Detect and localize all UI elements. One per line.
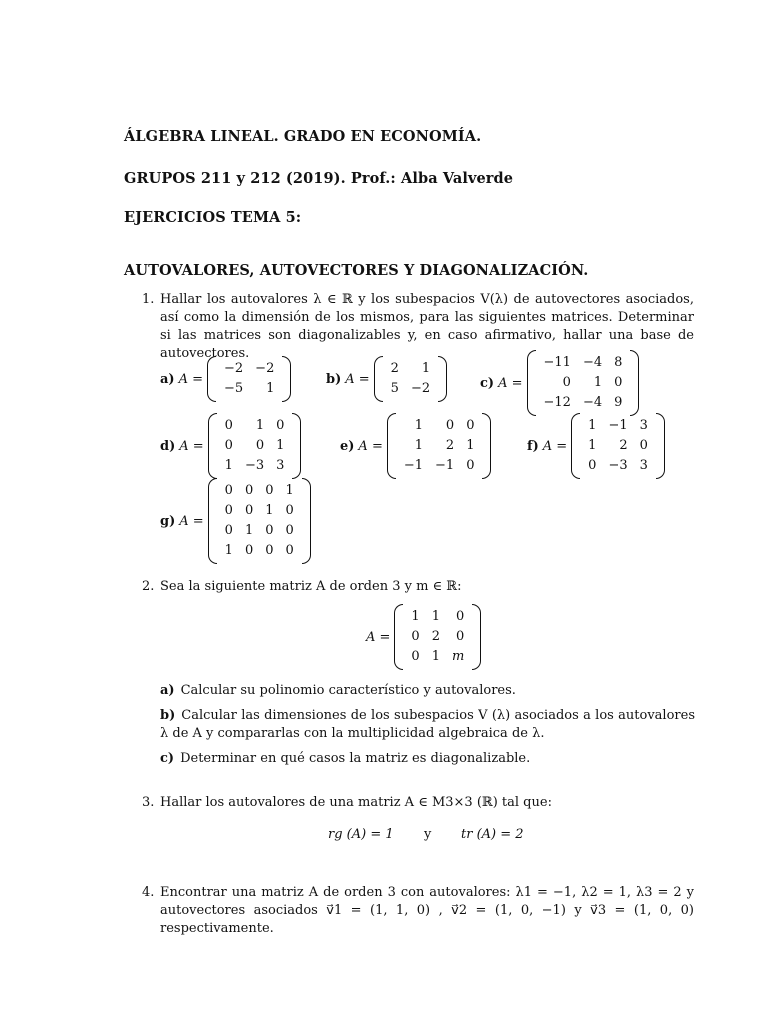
- exercise-1-text: Hallar los autovalores λ ∈ ℝ y los subespacios V(λ) de autovectores asociados, así como la dimensión de los mismos, para las siguientes matrices. Determinar si las matrices son diagonalizables y, en caso afirmativo, hallar una base de autovectores.: [160, 292, 694, 361]
- matrix-entry: 0: [588, 458, 597, 473]
- left-paren: [207, 356, 216, 402]
- matrix-entry: 1: [224, 543, 233, 558]
- matrix-entry: 1: [593, 375, 603, 390]
- matrix-entry: −3: [608, 458, 628, 473]
- matrix-entry: 0: [244, 503, 254, 518]
- left-paren: [527, 350, 536, 416]
- matrix-entry: −4: [582, 395, 603, 410]
- matrix-entry: 2: [619, 438, 628, 453]
- item-label: a): [160, 683, 175, 698]
- right-paren: [472, 604, 481, 670]
- matrix-entry: 0: [285, 523, 294, 538]
- matrix: [374, 356, 447, 402]
- exercise-4-text: Encontrar una matriz A de orden 3 con autovalores: λ1 = −1, λ2 = 1, λ3 = 2 y autovectores asociados v⃗1 = (1, 1, 0) , v⃗2 = (1, 0, −1) y v⃗3 = (1, 0, 0) respectivamente.: [160, 885, 694, 936]
- item-text: Determinar en qué casos la matriz es diagonalizable.: [180, 751, 531, 766]
- matrix-entry: 3: [639, 458, 648, 473]
- matrix-label: f): [527, 438, 539, 454]
- matrix-entry: 2: [390, 361, 399, 376]
- matrix-equals: A =: [542, 438, 568, 454]
- exercise-2-matrix: [366, 604, 481, 670]
- matrix-entry: 5: [390, 381, 399, 396]
- matrix-equals: A =: [498, 375, 523, 391]
- matrix-entry: 1: [266, 381, 275, 396]
- matrix-item-c: [480, 350, 639, 416]
- matrix-equals: A =: [179, 513, 204, 529]
- item-text: Calcular su polinomio característico y autovalores.: [180, 683, 516, 698]
- exercise-2-item-c: [160, 750, 695, 768]
- matrix-entry: 1: [431, 649, 440, 664]
- matrix-entry: 1: [255, 418, 265, 433]
- matrix-entry: −4: [582, 355, 603, 370]
- matrix-item-b: [326, 356, 447, 402]
- matrix-entry: 0: [244, 483, 254, 498]
- matrix-entry: 1: [588, 438, 597, 453]
- right-paren: [656, 413, 665, 479]
- matrix-equals: A =: [366, 629, 391, 645]
- matrix-entry: −1: [403, 458, 424, 473]
- matrix-entry: 0: [265, 523, 274, 538]
- matrix-entry: 1: [224, 458, 233, 473]
- matrix-entry: 0: [224, 438, 233, 453]
- matrix-equals: A =: [179, 438, 204, 454]
- matrix-entry: 0: [265, 483, 274, 498]
- exercise-2-number: 2.: [142, 579, 155, 594]
- exercise-3-text: Hallar los autovalores de una matriz A ∈ M3×3 (ℝ) tal que:: [160, 795, 552, 810]
- right-paren: [482, 413, 491, 479]
- matrix-equals: A =: [178, 371, 203, 387]
- matrix-entry: −1: [608, 418, 628, 433]
- matrix-entry: −11: [543, 355, 571, 370]
- right-paren: [438, 356, 447, 402]
- matrix-entry: 1: [466, 438, 475, 453]
- matrix-entry: −3: [244, 458, 265, 473]
- matrix: [207, 356, 291, 402]
- matrix-entry: 1: [244, 523, 254, 538]
- left-paren: [571, 413, 580, 479]
- matrix-entry: 3: [639, 418, 648, 433]
- matrix: [208, 478, 311, 564]
- matrix-entry: 0: [411, 649, 420, 664]
- right-paren: [292, 413, 301, 479]
- left-paren: [208, 478, 217, 564]
- matrix-entry: 1: [285, 483, 294, 498]
- left-paren: [374, 356, 383, 402]
- condition-rank: rg (A) = 1: [328, 827, 394, 842]
- matrix-label: g): [160, 513, 176, 529]
- exercise-3-number: 3.: [142, 795, 155, 810]
- matrix-item-a: [160, 356, 291, 402]
- matrix-entry: 0: [224, 503, 233, 518]
- right-paren: [282, 356, 291, 402]
- matrix-equals: A =: [345, 371, 370, 387]
- right-paren: [630, 350, 639, 416]
- matrix-entry: 1: [265, 503, 274, 518]
- exercise-1-number: 1.: [142, 292, 155, 307]
- matrix-equals: A =: [358, 438, 383, 454]
- matrix-entry: 0: [562, 375, 571, 390]
- matrix-label: c): [480, 375, 495, 391]
- matrix-entry: −12: [543, 395, 571, 410]
- matrix-entry: m: [451, 649, 465, 664]
- matrix-entry: 0: [411, 629, 420, 644]
- condition-trace: tr (A) = 2: [461, 827, 524, 842]
- matrix: [571, 413, 665, 479]
- matrix-entry: 1: [588, 418, 597, 433]
- matrix-entry: 0: [639, 438, 648, 453]
- exercise-2-item-a: [160, 682, 695, 700]
- matrix-entry: 0: [224, 523, 233, 538]
- matrix-entry: 0: [456, 609, 465, 624]
- matrix-entry: 1: [431, 609, 440, 624]
- matrix: [387, 413, 492, 479]
- matrix-entry: 8: [614, 355, 623, 370]
- topic-title: AUTOVALORES, AUTOVECTORES Y DIAGONALIZACIÓN.: [124, 262, 589, 279]
- matrix-entry: −2: [224, 361, 244, 376]
- matrix-entry: 0: [224, 483, 233, 498]
- matrix-entry: 1: [421, 361, 431, 376]
- matrix-item-e: [340, 413, 491, 479]
- matrix-entry: 0: [466, 458, 475, 473]
- matrix-entry: 1: [276, 438, 285, 453]
- matrix-entry: 9: [614, 395, 623, 410]
- matrix-entry: 1: [414, 438, 424, 453]
- matrix-entry: 0: [265, 543, 274, 558]
- matrix-entry: 1: [414, 418, 424, 433]
- exercise-2-item-b: [160, 707, 695, 743]
- matrix-entry: −2: [410, 381, 431, 396]
- matrix-entry: 0: [445, 418, 455, 433]
- matrix-entry: 0: [466, 418, 475, 433]
- matrix-entry: 0: [224, 418, 233, 433]
- matrix: [208, 413, 302, 479]
- condition-conjunction: y: [424, 827, 432, 842]
- matrix-entry: 1: [411, 609, 420, 624]
- matrix-entry: 0: [276, 418, 285, 433]
- right-paren: [302, 478, 311, 564]
- matrix-label: e): [340, 438, 355, 454]
- matrix-entry: 0: [255, 438, 265, 453]
- course-title: ÁLGEBRA LINEAL. GRADO EN ECONOMÍA.: [124, 128, 482, 145]
- matrix-entry: 0: [614, 375, 623, 390]
- matrix-entry: 2: [431, 629, 440, 644]
- matrix-entry: 0: [244, 543, 254, 558]
- matrix-label: d): [160, 438, 176, 454]
- matrix-entry: 0: [285, 503, 294, 518]
- topic-label: EJERCICIOS TEMA 5:: [124, 209, 302, 226]
- matrix-entry: −1: [435, 458, 455, 473]
- matrix: [527, 350, 640, 416]
- matrix-item-g: [160, 478, 311, 564]
- group-professor: GRUPOS 211 y 212 (2019). Prof.: Alba Valverde: [124, 170, 514, 187]
- matrix-entry: −5: [224, 381, 244, 396]
- matrix: [394, 604, 481, 670]
- matrix-entry: −2: [255, 361, 275, 376]
- matrix-item-d: [160, 413, 301, 479]
- left-paren: [394, 604, 403, 670]
- matrix-entry: 0: [456, 629, 465, 644]
- left-paren: [208, 413, 217, 479]
- item-text: Calcular las dimensiones de los subespacios V (λ) asociados a los autovalores λ de A y compararlas con la multiplicidad algebraica de λ.: [160, 708, 695, 741]
- matrix-entry: 0: [285, 543, 294, 558]
- matrix-label: b): [326, 371, 342, 387]
- item-label: b): [160, 708, 176, 723]
- exercise-2-text: Sea la siguiente matriz A de orden 3 y m ∈ ℝ:: [160, 579, 462, 594]
- left-paren: [387, 413, 396, 479]
- matrix-item-f: [527, 413, 665, 479]
- matrix-label: a): [160, 371, 175, 387]
- item-label: c): [160, 751, 175, 766]
- matrix-entry: 3: [276, 458, 285, 473]
- exercise-4-number: 4.: [142, 885, 155, 900]
- matrix-entry: 2: [445, 438, 455, 453]
